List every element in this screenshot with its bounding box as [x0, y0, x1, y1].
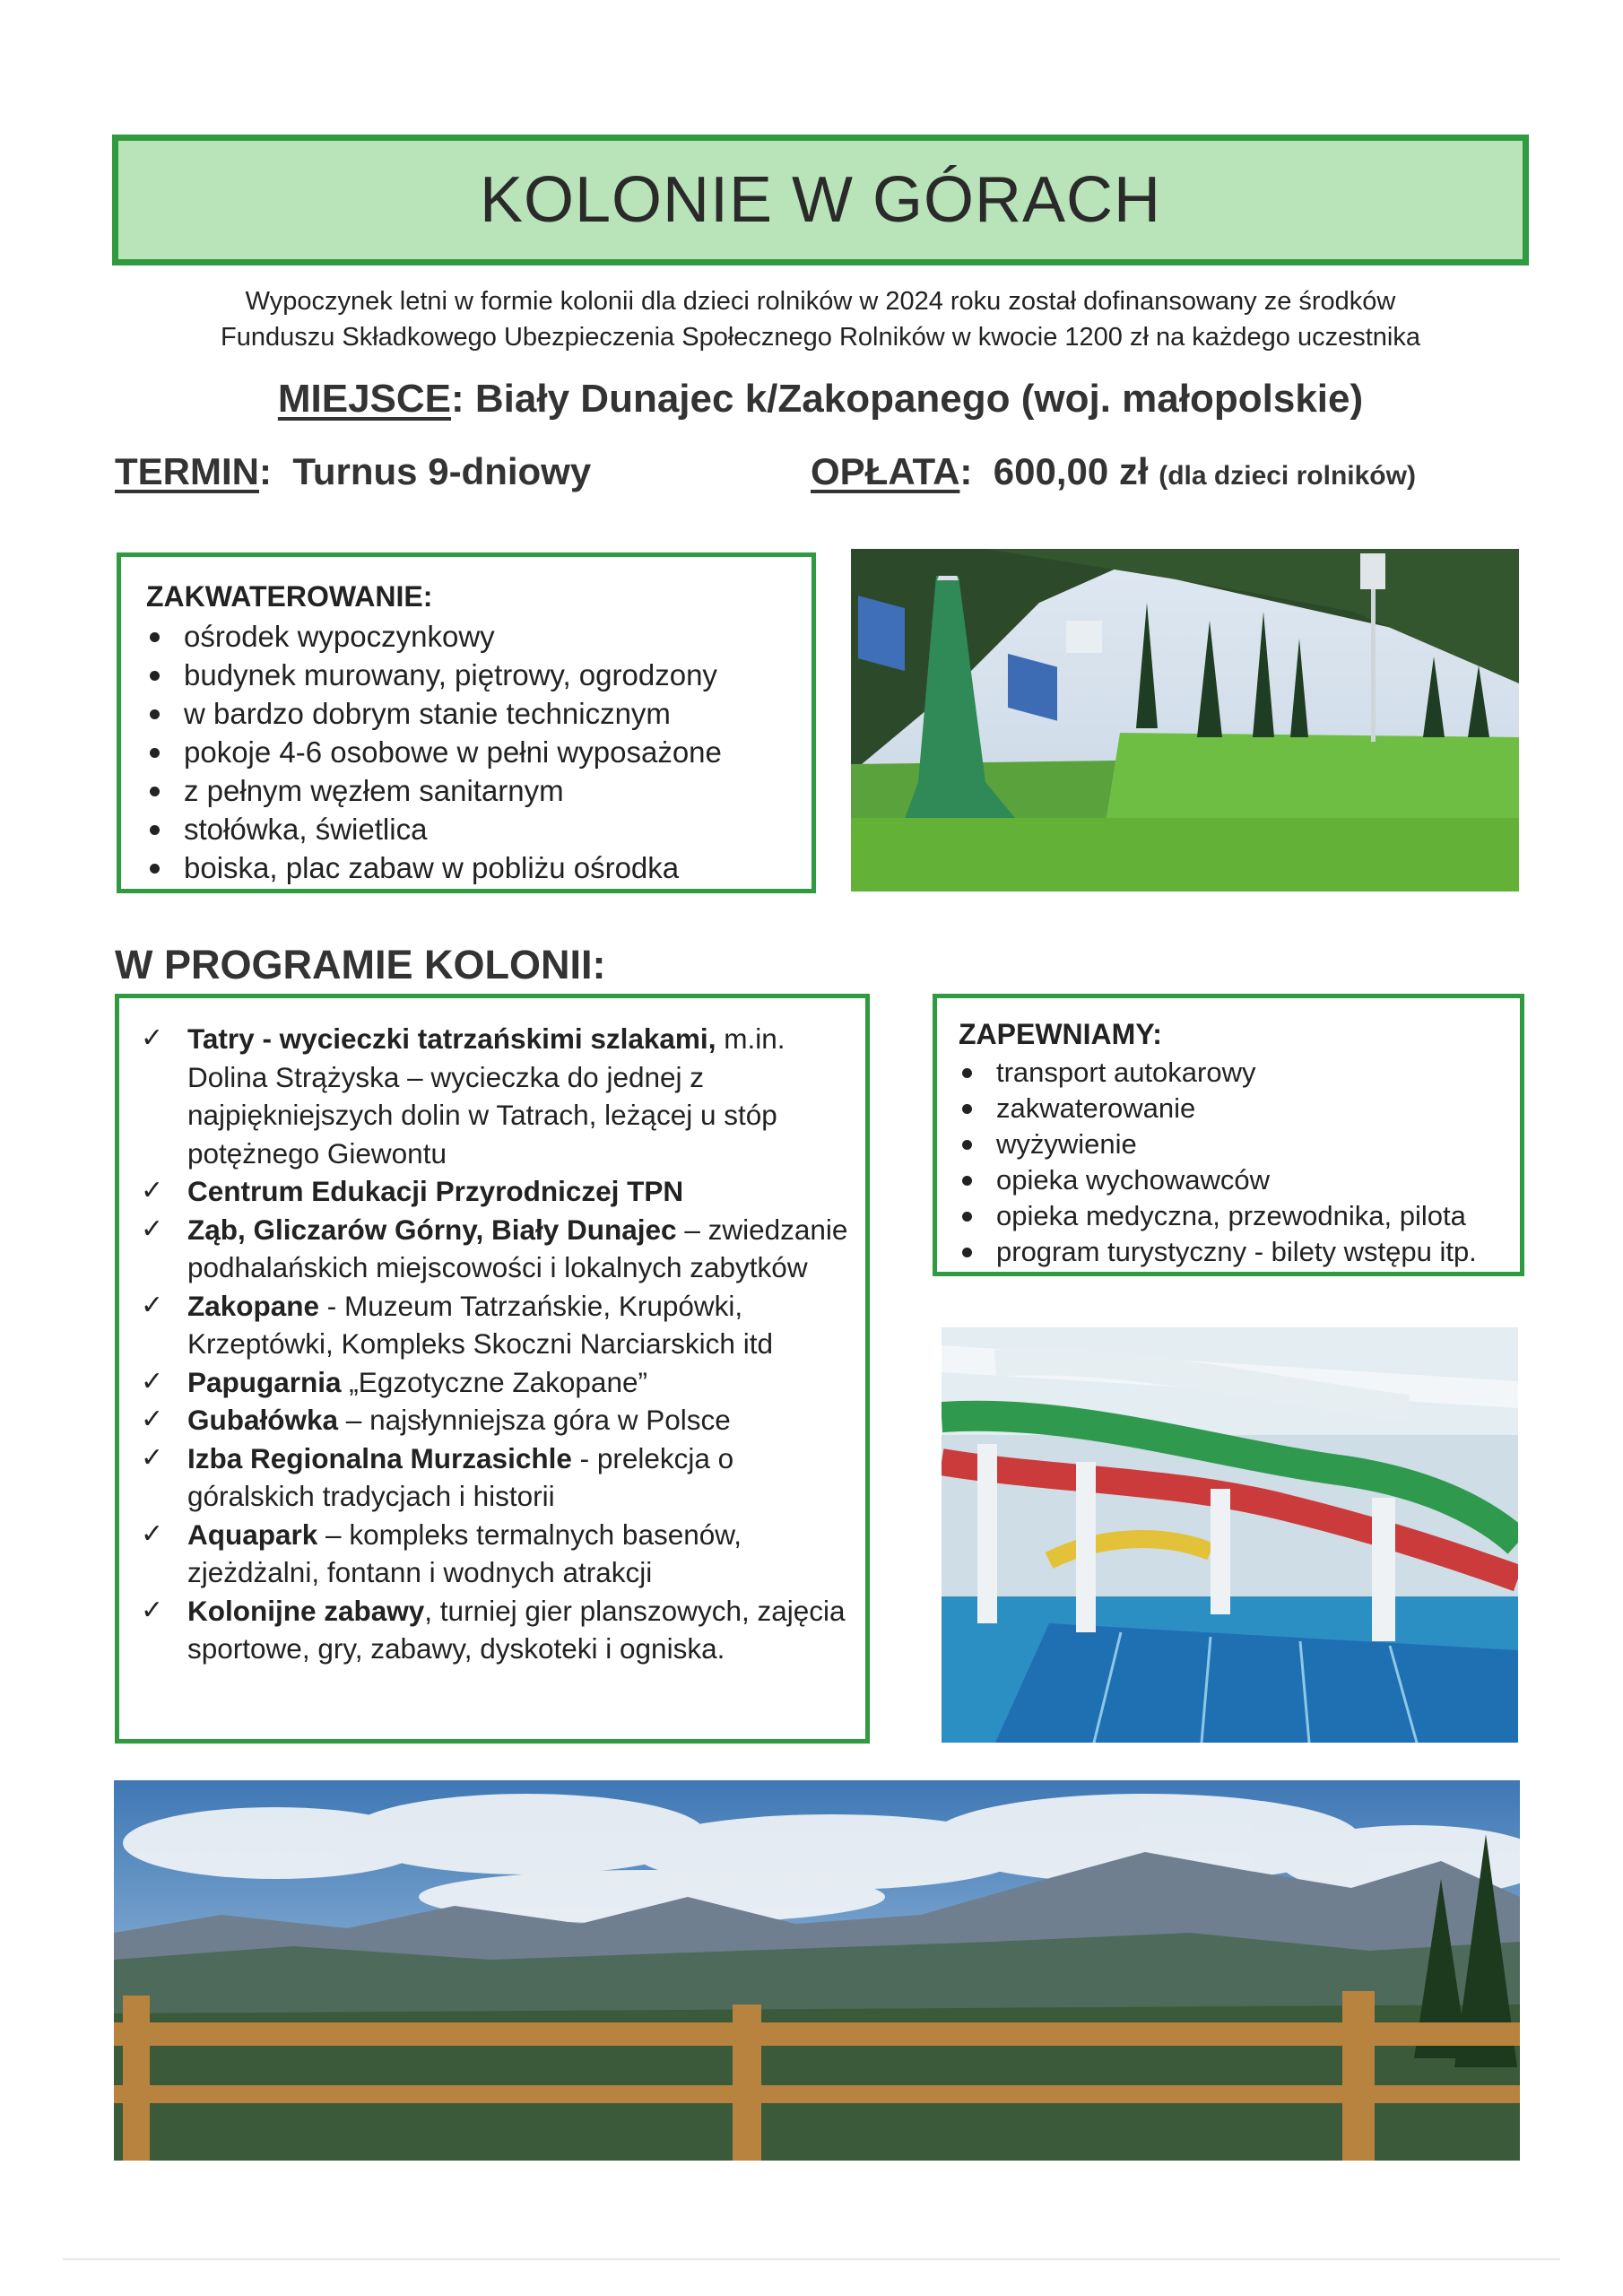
check-icon: ✓ [141, 1441, 164, 1474]
list-item: transport autokarowy [959, 1055, 1506, 1091]
program-box [115, 994, 870, 1744]
list-item: ✓ Papugarnia „Egzotyczne Zakopane” [135, 1363, 849, 1402]
accommodation-box [117, 552, 816, 893]
term-value: Turnus 9-dniowy [292, 450, 592, 492]
fee-note: (dla dzieci rolników) [1159, 461, 1416, 491]
list-item: ✓ Ząb, Gliczarów Górny, Biały Dunajec – zwiedzanie podhalańskich miejscowości i lokalnych zabytków [135, 1211, 849, 1287]
check-icon: ✓ [141, 1404, 164, 1435]
list-item: ✓ Tatry - wycieczki tatrzańskimi szlakami, m.in. Dolina Strążyska – wycieczka do jednej z najpiękniejszych dolin w Tatrach, leżącej u stóp potężnego Giewontu [135, 1020, 849, 1172]
title-banner [112, 135, 1529, 265]
fee-label: OPŁATA [811, 450, 960, 492]
list-item: ✓ Centrum Edukacji Przyrodniczej TPN [135, 1172, 849, 1211]
list-item: ✓ Kolonijne zabawy, turniej gier planszowych, zajęcia sportowe, gry, zabawy, dyskoteki i ogniska. [135, 1592, 849, 1668]
list-item: opieka medyczna, przewodnika, pilota [959, 1198, 1506, 1234]
place-label: MIEJSCE [277, 377, 452, 421]
list-item: program turystyczny - bilety wstępu itp. [959, 1234, 1506, 1270]
fee-value: 600,00 zł [993, 450, 1149, 492]
provide-heading: ZAPEWNIAMY: [959, 1018, 1162, 1050]
page-bottom-divider [63, 2258, 1560, 2260]
list-item: z pełnym węzłem sanitarnym [146, 771, 792, 810]
list-item: stołówka, świetlica [146, 810, 792, 848]
list-item: pokoje 4-6 osobowe w pełni wyposażone [146, 733, 792, 771]
term-line: TERMIN: Turnus 9-dniowy [115, 450, 592, 492]
list-item: ✓ Zakopane - Muzeum Tatrzańskie, Krupówki, Krzeptówki, Kompleks Skoczni Narciarskich itd [135, 1287, 849, 1363]
accommodation-heading: ZAKWATEROWANIE: [146, 580, 433, 613]
intro-line-2: Funduszu Składkowego Ubezpieczenia Społecznego Rolników w kwocie 1200 zł na każdego uczestnika [220, 323, 1420, 352]
list-item: wyżywienie [959, 1126, 1506, 1162]
provide-list [959, 1055, 1506, 1270]
check-icon: ✓ [141, 1365, 164, 1397]
list-item: ośrodek wypoczynkowy [146, 617, 792, 656]
accommodation-list [146, 617, 792, 887]
check-icon: ✓ [141, 1518, 164, 1550]
list-item: ✓ Izba Regionalna Murzasichle - prelekcja o góralskich tradycjach i historii [135, 1439, 849, 1516]
page-title: KOLONIE W GÓRACH [479, 164, 1162, 236]
list-item: budynek murowany, piętrowy, ogrodzony [146, 656, 792, 694]
aquapark-illustration [942, 1327, 1518, 1743]
program-heading: W PROGRAMIE KOLONII: [115, 942, 606, 987]
check-icon: ✓ [141, 1594, 164, 1626]
check-icon: ✓ [141, 1289, 164, 1321]
list-item: ✓ Aquapark – kompleks termalnych basenów, zjeżdżalni, fontann i wodnych atrakcji [135, 1516, 849, 1592]
ski-jump-illustration [851, 549, 1519, 891]
aquapark-photo [942, 1327, 1518, 1743]
list-item: zakwaterowanie [959, 1091, 1506, 1126]
intro-text [112, 283, 1529, 355]
intro-line-1: Wypoczynek letni w formie kolonii dla dzieci rolników w 2024 roku został dofinansowany ze środków [245, 287, 1396, 316]
place-value: Biały Dunajec k/Zakopanego (woj. małopolskie) [474, 377, 1364, 421]
list-item: opieka wychowawców [959, 1162, 1506, 1198]
check-icon: ✓ [141, 1022, 164, 1054]
fee-line: OPŁATA: 600,00 zł (dla dzieci rolników) [811, 450, 1416, 492]
list-item: boiska, plac zabaw w pobliżu ośrodka [146, 848, 792, 887]
check-icon: ✓ [141, 1175, 164, 1206]
term-label: TERMIN [115, 450, 259, 492]
program-list [135, 1020, 849, 1668]
ski-jump-photo [851, 549, 1519, 891]
provide-box [933, 994, 1524, 1276]
place-line: MIEJSCE: Biały Dunajec k/Zakopanego (woj. małopolskie) [277, 377, 1364, 421]
mountain-panorama-illustration [114, 1780, 1520, 2161]
check-icon: ✓ [141, 1213, 164, 1245]
mountain-panorama-photo [114, 1780, 1520, 2161]
list-item: w bardzo dobrym stanie technicznym [146, 694, 792, 733]
list-item: ✓ Gubałówka – najsłynniejsza góra w Polsce [135, 1401, 849, 1439]
